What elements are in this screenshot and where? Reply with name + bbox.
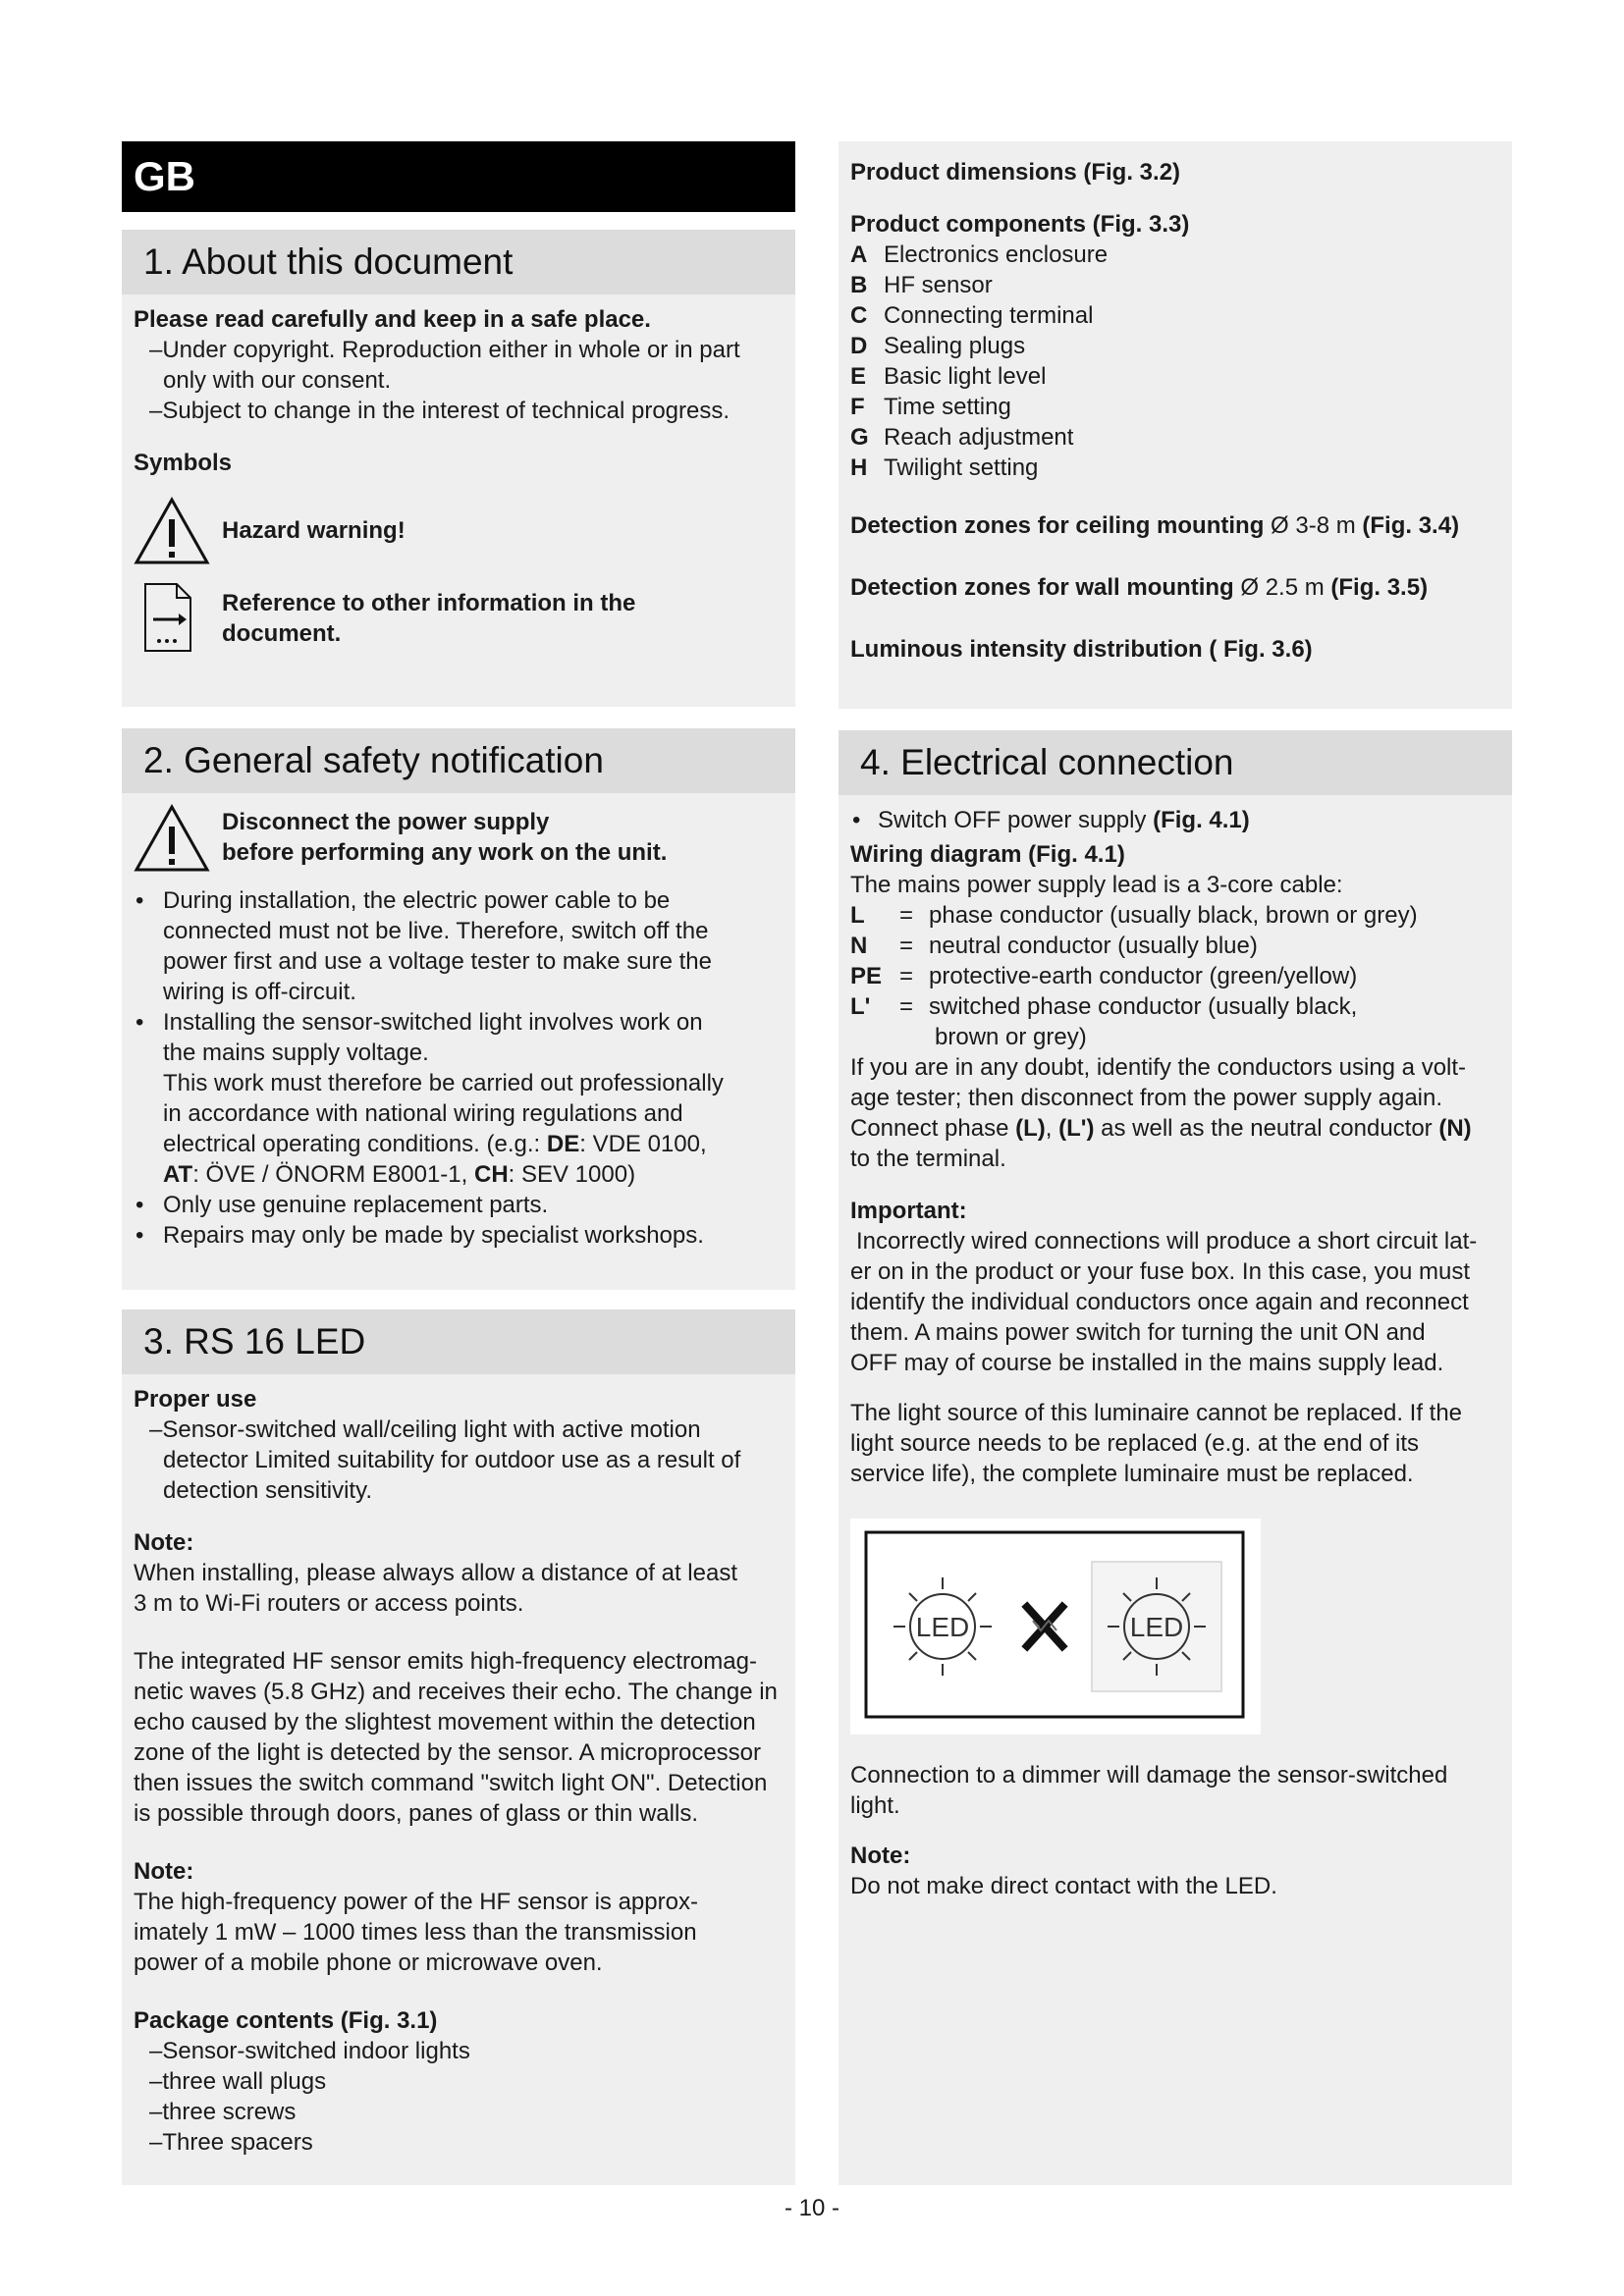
- bullet-text: Repairs may only be made by specialist workshops.: [163, 1222, 704, 1249]
- section-about-document: [122, 230, 795, 707]
- component-label: Time setting: [884, 394, 1011, 420]
- connect-text: Connect phase: [850, 1115, 1016, 1142]
- bullet-text: in accordance with national wiring regulations and: [163, 1100, 683, 1127]
- wire-row: [850, 900, 1500, 931]
- intro-text: Please read carefully and keep in a safe place.: [134, 306, 651, 333]
- components-label: Product components (Fig. 3.3): [850, 211, 1190, 238]
- note-text: imately 1 mW – 1000 times less than the transmission: [134, 1919, 697, 1946]
- country-code: AT: [163, 1161, 193, 1188]
- wall-value: Ø 2.5 m: [1233, 574, 1331, 601]
- component-label: Reach adjustment: [884, 424, 1074, 451]
- proper-use-text: –Sensor-switched wall/ceiling light with active motion: [149, 1416, 701, 1443]
- reference-label: document.: [222, 620, 342, 647]
- bullet-text: [163, 1129, 784, 1159]
- hf-text: The integrated HF sensor emits high-frequency electromag-: [134, 1648, 757, 1675]
- list-item: [134, 1190, 784, 1220]
- wire-ref: (L): [1015, 1115, 1046, 1142]
- hazard-label: Hazard warning!: [222, 517, 406, 544]
- copyright-line: only with our consent.: [163, 367, 392, 394]
- package-label: Package contents (Fig. 3.1): [134, 2007, 438, 2034]
- proper-use-text: detector Limited suitability for outdoor use as a result of: [163, 1447, 741, 1473]
- wire-eq: =: [899, 933, 914, 959]
- bullet-text: wiring is off-circuit.: [163, 979, 356, 1005]
- doubt-text: If you are in any doubt, identify the conductors using a volt-: [850, 1054, 1467, 1081]
- note-text: When installing, please always allow a distance of at least: [134, 1560, 737, 1586]
- bullet-text: : VDE 0100,: [579, 1131, 707, 1157]
- warning-text: Disconnect the power supply: [222, 809, 550, 835]
- component-row: [850, 361, 1500, 392]
- wire-eq: =: [899, 963, 914, 989]
- important-text: er on in the product or your fuse box. In this case, you must: [850, 1258, 1470, 1285]
- section-title: 1. About this document: [122, 230, 795, 294]
- light-source-text: service life), the complete luminaire must be replaced.: [850, 1461, 1414, 1487]
- note-text: power of a mobile phone or microwave oven.: [134, 1949, 603, 1976]
- dimmer-text: light.: [850, 1792, 900, 1819]
- important-text: OFF may of course be installed in the mains supply lead.: [850, 1350, 1444, 1376]
- light-source-text: light source needs to be replaced (e.g. at the end of its: [850, 1430, 1420, 1457]
- component-row: [850, 331, 1500, 361]
- dimensions-label: Product dimensions (Fig. 3.2): [850, 159, 1181, 186]
- bullet-text: Switch OFF power supply: [878, 807, 1154, 833]
- figure-ref: (Fig. 4.1): [1153, 807, 1250, 833]
- section-electrical-connection: [839, 730, 1512, 2185]
- component-label: Electronics enclosure: [884, 241, 1109, 268]
- note-label: Note:: [134, 1529, 194, 1556]
- connect-text: to the terminal.: [850, 1146, 1006, 1172]
- bullet-text: [163, 1159, 784, 1190]
- hf-text: is possible through doors, panes of glass or thin walls.: [134, 1800, 698, 1827]
- component-key: H: [850, 454, 868, 481]
- section-general-safety: [122, 728, 795, 1290]
- proper-use-label: Proper use: [134, 1386, 257, 1413]
- connect-text: as well as the neutral conductor: [1094, 1115, 1439, 1142]
- wire-ref: (N): [1438, 1115, 1472, 1142]
- wire-label: brown or grey): [935, 1024, 1087, 1050]
- wire-key: L: [850, 902, 865, 929]
- bullet-text: Only use genuine replacement parts.: [163, 1192, 549, 1218]
- bullet-text: This work must therefore be carried out professionally: [163, 1070, 724, 1096]
- ceiling-label: Detection zones for ceiling mounting: [850, 512, 1265, 539]
- component-key: G: [850, 424, 869, 451]
- dimmer-text: Connection to a dimmer will damage the sensor-switched: [850, 1762, 1448, 1789]
- component-key: C: [850, 302, 868, 329]
- country-code: DE: [546, 1131, 580, 1157]
- package-item: –Sensor-switched indoor lights: [149, 2038, 470, 2064]
- note-text: The high-frequency power of the HF sensor is approx-: [134, 1889, 698, 1915]
- package-item: –three wall plugs: [149, 2068, 327, 2095]
- bullet-text: the mains supply voltage.: [163, 1040, 429, 1066]
- component-row: [850, 453, 1500, 483]
- country-code: CH: [473, 1161, 509, 1188]
- note-text: 3 m to Wi-Fi routers or access points.: [134, 1590, 524, 1617]
- wall-zones: [850, 572, 1500, 603]
- note-label: Note:: [134, 1858, 194, 1885]
- wire-eq: =: [899, 902, 914, 929]
- no-dimmer-figure: [850, 1519, 1261, 1735]
- hf-text: netic waves (5.8 GHz) and receives their echo. The change in: [134, 1679, 778, 1705]
- important-text: them. A mains power switch for turning the unit ON and: [850, 1319, 1426, 1346]
- note-text: Do not make direct contact with the LED.: [850, 1873, 1277, 1899]
- component-row: [850, 422, 1500, 453]
- component-key: B: [850, 272, 868, 298]
- important-text: Incorrectly wired connections will produce a short circuit lat-: [856, 1228, 1478, 1255]
- wire-label: phase conductor (usually black, brown or grey): [929, 902, 1418, 929]
- bullet-text: • During installation, the electric power cable to be: [163, 887, 671, 914]
- component-key: A: [850, 241, 868, 268]
- section-title: 2. General safety notification: [122, 728, 795, 793]
- section-title: 4. Electrical connection: [839, 730, 1512, 795]
- bullet-text: electrical operating conditions. (e.g.:: [163, 1131, 547, 1157]
- wire-label: neutral conductor (usually blue): [929, 933, 1258, 959]
- led-dimmer-warning-icon: [850, 1519, 1261, 1735]
- wire-row: [850, 961, 1500, 991]
- change-line: –Subject to change in the interest of technical progress.: [149, 398, 731, 424]
- mains-text: The mains power supply lead is a 3-core cable:: [850, 872, 1343, 898]
- bullet-text: : SEV 1000): [508, 1161, 636, 1188]
- connect-text: [850, 1113, 1500, 1144]
- component-key: F: [850, 394, 865, 420]
- wire-ref: (L'): [1058, 1115, 1095, 1142]
- proper-use-text: detection sensitivity.: [163, 1477, 372, 1504]
- component-label: HF sensor: [884, 272, 993, 298]
- bullet-text: power first and use a voltage tester to make sure the: [163, 948, 712, 975]
- ceiling-zones: [850, 510, 1500, 541]
- component-row: [850, 392, 1500, 422]
- wiring-label: Wiring diagram (Fig. 4.1): [850, 841, 1125, 868]
- wire-row: [850, 991, 1500, 1022]
- led-label: LED: [1129, 1612, 1184, 1642]
- list-item: [134, 1220, 784, 1251]
- package-item: –three screws: [149, 2099, 297, 2125]
- led-label: LED: [915, 1612, 970, 1642]
- luminous-label: Luminous intensity distribution ( Fig. 3.6): [850, 636, 1313, 663]
- ceiling-value: Ø 3-8 m: [1264, 512, 1363, 539]
- note-label: Note:: [850, 1842, 911, 1869]
- product-info-panel: [839, 141, 1512, 709]
- symbols-label: Symbols: [134, 450, 233, 476]
- component-label: Connecting terminal: [884, 302, 1094, 329]
- hazard-warning-icon: [134, 803, 210, 874]
- component-key: E: [850, 363, 867, 390]
- wall-label: Detection zones for wall mounting: [850, 574, 1234, 601]
- component-label: Twilight setting: [884, 454, 1039, 481]
- wire-label: switched phase conductor (usually black,: [929, 993, 1358, 1020]
- wire-key: PE: [850, 963, 883, 989]
- section-title: 3. RS 16 LED: [122, 1309, 795, 1374]
- connect-text: ,: [1045, 1115, 1059, 1142]
- page-number: - 10 -: [784, 2195, 839, 2221]
- wire-row: [850, 931, 1500, 961]
- component-label: Sealing plugs: [884, 333, 1026, 359]
- package-item: –Three spacers: [149, 2129, 313, 2156]
- wire-eq: =: [899, 993, 914, 1020]
- hf-text: then issues the switch command "switch light ON". Detection: [134, 1770, 768, 1796]
- figure-ref: (Fig. 3.4): [1362, 512, 1460, 539]
- wire-key: L': [850, 993, 871, 1020]
- component-row: [850, 270, 1500, 300]
- wire-key: N: [850, 933, 868, 959]
- section-rs16-led: [122, 1309, 795, 2185]
- hf-text: zone of the light is detected by the sensor. A microprocessor: [134, 1739, 762, 1766]
- list-item: [134, 885, 784, 1007]
- component-row: [850, 300, 1500, 331]
- list-item: [134, 1007, 784, 1190]
- document-reference-icon: [134, 580, 202, 655]
- warning-text: before performing any work on the unit.: [222, 839, 668, 866]
- hazard-warning-icon: [134, 496, 210, 566]
- doubt-text: age tester; then disconnect from the power supply again.: [850, 1085, 1443, 1111]
- important-text: identify the individual conductors once again and reconnect: [850, 1289, 1469, 1315]
- copyright-line: –Under copyright. Reproduction either in whole or in part: [149, 337, 740, 363]
- wire-label: protective-earth conductor (green/yellow): [929, 963, 1358, 989]
- light-source-text: The light source of this luminaire cannot be replaced. If the: [850, 1400, 1463, 1426]
- reference-label: Reference to other information in the: [222, 590, 636, 616]
- figure-ref: (Fig. 3.5): [1330, 574, 1429, 601]
- component-key: D: [850, 333, 868, 359]
- list-item: [850, 805, 1500, 835]
- bullet-text: connected must not be live. Therefore, switch off the: [163, 918, 709, 944]
- component-row: [850, 240, 1500, 270]
- bullet-text: : ÖVE / ÖNORM E8001-1,: [192, 1161, 474, 1188]
- important-label: Important:: [850, 1198, 967, 1224]
- hf-text: echo caused by the slightest movement within the detection: [134, 1709, 756, 1735]
- component-label: Basic light level: [884, 363, 1047, 390]
- bullet-text: • Installing the sensor-switched light involves work on: [163, 1009, 703, 1036]
- language-header: GB: [122, 141, 795, 212]
